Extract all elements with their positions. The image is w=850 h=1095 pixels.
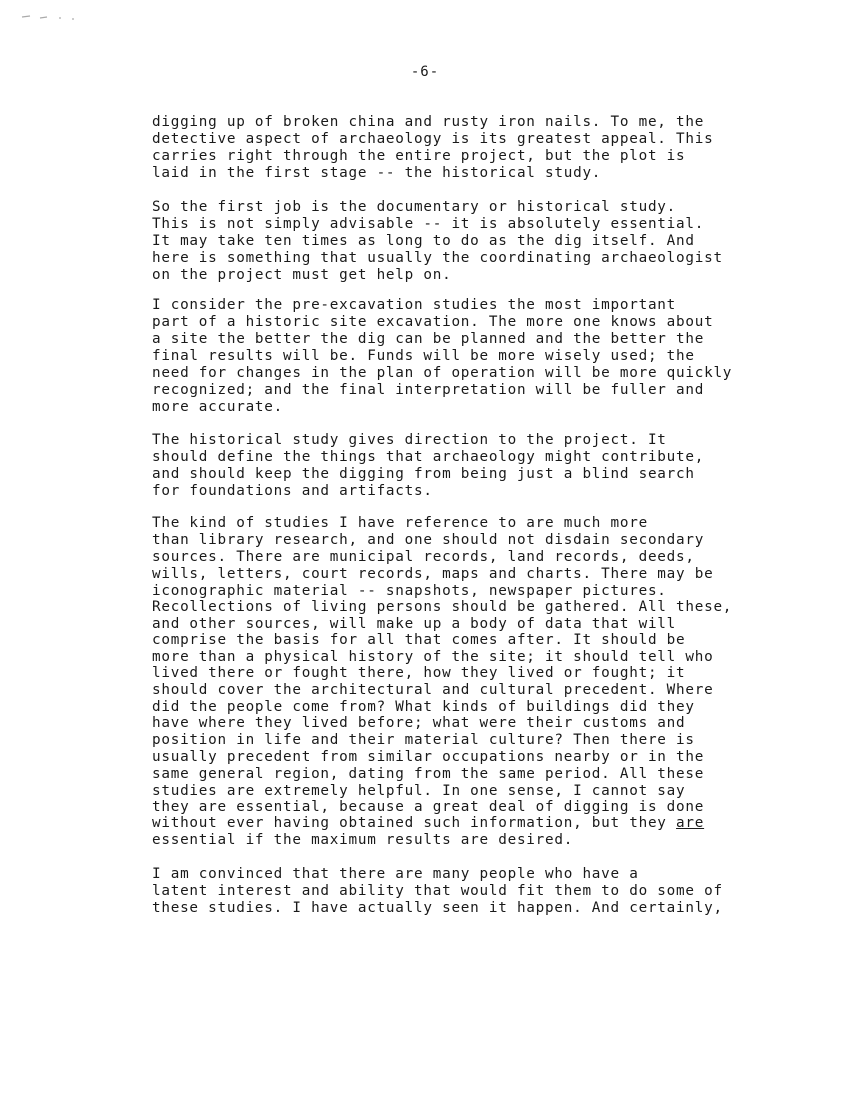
text-line: did the people come from? What kinds of buildings did they [152, 699, 695, 715]
text-line: Recollections of living persons should be gathered. All these, [152, 599, 733, 615]
text-line: digging up of broken china and rusty iron nails. To me, the [152, 114, 705, 130]
text-line: should cover the architectural and cultural precedent. Where [152, 682, 714, 698]
text-line: sources. There are municipal records, land records, deeds, [152, 549, 695, 565]
text-line: lived there or fought there, how they lived or fought; it [152, 665, 686, 681]
text-line: need for changes in the plan of operation will be more quickly [152, 365, 733, 381]
text-line-segment: without ever having obtained such information, but they [152, 815, 677, 831]
text-line-with-emphasis [152, 815, 704, 832]
text-line: This is not simply advisable -- it is absolutely essential. [152, 216, 705, 232]
text-line: these studies. I have actually seen it happen. And certainly, [152, 900, 723, 916]
text-line: here is something that usually the coordinating archaeologist [152, 250, 723, 266]
text-line: should define the things that archaeology might contribute, [152, 449, 705, 465]
text-line: final results will be. Funds will be more wisely used; the [152, 348, 695, 364]
text-line: position in life and their material culture? Then there is [152, 732, 695, 748]
text-line: for foundations and artifacts. [152, 483, 433, 499]
text-line: studies are extremely helpful. In one sense, I cannot say [152, 783, 686, 799]
text-line: laid in the first stage -- the historical study. [152, 165, 602, 181]
underlined-word: are [676, 815, 705, 831]
text-line: more accurate. [152, 399, 284, 415]
text-line: carries right through the entire project, but the plot is [152, 148, 686, 164]
text-line: I am convinced that there are many people who have a [152, 866, 639, 882]
text-line: recognized; and the final interpretation will be fuller and [152, 382, 705, 398]
text-line: a site the better the dig can be planned and the better the [152, 331, 705, 347]
text-line: essential if the maximum results are desired. [152, 832, 574, 848]
text-line: on the project must get help on. [152, 267, 452, 283]
page-number: -6- [410, 64, 440, 80]
text-line: The kind of studies I have reference to are much more [152, 515, 648, 531]
text-line: more than a physical history of the site; it should tell who [152, 649, 714, 665]
text-line: comprise the basis for all that comes after. It should be [152, 632, 686, 648]
text-line: latent interest and ability that would fit them to do some of [152, 883, 723, 899]
text-line: they are essential, because a great deal of digging is done [152, 799, 705, 815]
text-line: detective aspect of archaeology is its greatest appeal. This [152, 131, 714, 147]
text-line: The historical study gives direction to the project. It [152, 432, 667, 448]
text-line: part of a historic site excavation. The more one knows about [152, 314, 714, 330]
text-line: wills, letters, court records, maps and charts. There may be [152, 566, 714, 582]
text-line: and should keep the digging from being just a blind search [152, 466, 695, 482]
text-line: have where they lived before; what were their customs and [152, 715, 686, 731]
text-line: I consider the pre-excavation studies the most important [152, 297, 677, 313]
text-line: same general region, dating from the same period. All these [152, 766, 705, 782]
text-line: iconographic material -- snapshots, newspaper pictures. [152, 583, 667, 599]
scan-artifact-marks [20, 14, 80, 22]
text-line: than library research, and one should not disdain secondary [152, 532, 705, 548]
text-line: So the first job is the documentary or historical study. [152, 199, 677, 215]
text-line: and other sources, will make up a body of data that will [152, 616, 677, 632]
text-line: It may take ten times as long to do as the dig itself. And [152, 233, 695, 249]
text-line: usually precedent from similar occupations nearby or in the [152, 749, 705, 765]
